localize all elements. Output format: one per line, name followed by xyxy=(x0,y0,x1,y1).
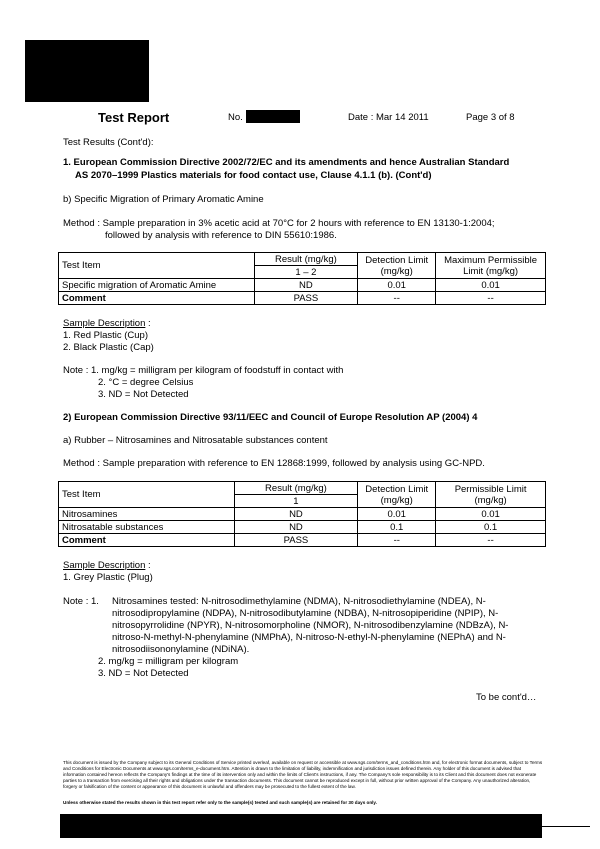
section2-method: Method : Sample preparation with reference to EN 12868:1999, followed by analysis using GC-NPD. xyxy=(63,458,485,469)
comment-dl: -- xyxy=(358,534,436,547)
comment-result: PASS xyxy=(234,534,358,547)
section1-note-3: 3. ND = Not Detected xyxy=(98,389,189,400)
section2-note1-line2: nitrosodipropylamine (NDPA), N-nitrosodibutylamine (NDBA), N-nitrosopiperidine (NPIP), N- xyxy=(112,608,499,619)
section2-results-table xyxy=(58,481,546,547)
section1-method-line2: followed by analysis with reference to DIN 55610:1986. xyxy=(105,230,337,241)
section1-heading-line2: AS 2070–1999 Plastics materials for food contact use, Clause 4.1.1 (b). (Cont'd) xyxy=(75,170,432,181)
section2-note-3: 3. ND = Not Detected xyxy=(98,668,189,679)
row-detection-limit: 0.01 xyxy=(358,508,436,521)
comment-pl: -- xyxy=(436,534,546,547)
section1-note-1: Note : 1. mg/kg = milligram per kilogram of foodstuff in contact with xyxy=(63,365,344,376)
comment-result: PASS xyxy=(254,292,358,305)
comment-label: Comment xyxy=(59,292,255,305)
row-item: Nitrosamines xyxy=(59,508,235,521)
redacted-logo xyxy=(25,40,149,102)
section2-sample-description-title: Sample Description : xyxy=(63,560,151,571)
section1-subheading: b) Specific Migration of Primary Aromatic Amine xyxy=(63,194,264,205)
table-row xyxy=(59,508,546,521)
header-sample-range: 1 – 2 xyxy=(254,266,358,279)
redacted-report-number xyxy=(246,110,300,123)
comment-dl: -- xyxy=(358,292,436,305)
section2-note1-line4: nitroso-N-methyl-N-phenylamine (NMPhA), N-nitroso-N-ethyl-N-phenylamine (NEPhA) and N- xyxy=(112,632,506,643)
row-result: ND xyxy=(234,508,358,521)
section2-note1-line5: nitrosodiisononylamine (NDiNA). xyxy=(112,644,250,655)
section1-sample-description-title: Sample Description : xyxy=(63,318,151,329)
comment-label: Comment xyxy=(59,534,235,547)
section1-sample-1: 1. Red Plastic (Cup) xyxy=(63,330,149,341)
intro-text: Test Results (Cont'd): xyxy=(63,137,154,148)
row-detection-limit: 0.1 xyxy=(358,521,436,534)
footer-disclaimer: This document is issued by the Company subject to its General Conditions of Service printed overleaf, available on request or accessible at www.sgs.com/terms_and_conditions.htm and, for electronic format documents, subject to Terms and Conditions for Electronic Documents at www.sgs.com/terms_e-document.htm. Attention is drawn to the limitation of liability, indemnification and jurisdiction issues defined therein. Any holder of this document is advised that information contained hereon reflects the Company's findings at the time of its intervention only and within the limits of Client's instructions, if any. The Company's sole responsibility is to its Client and this document does not exonerate parties to a transaction from exercising all their rights and obligations under the transaction documents. This document cannot be reproduced except in full, without prior written approval of the Company. Any unauthorized alteration, forgery or falsification of the content or appearance of this document is unlawful and offenders may be prosecuted to the fullest extent of the law. xyxy=(63,760,543,789)
table-row xyxy=(59,279,546,292)
section2-note1-line3: nitrosopyrrolidine (NPYR), N-nitrosomorpholine (NMOR), N-nitrosodibenzylamine (NDBzA), N- xyxy=(112,620,509,631)
header-test-item: Test Item xyxy=(59,253,255,279)
row-permissible-limit: 0.1 xyxy=(436,521,546,534)
redacted-footer-bar xyxy=(60,814,542,838)
section2-sample-1: 1. Grey Plastic (Plug) xyxy=(63,572,153,583)
header-test-item: Test Item xyxy=(59,482,235,508)
row-permissible-limit: 0.01 xyxy=(436,508,546,521)
section2-note-label: Note : 1. xyxy=(63,596,99,607)
row-item: Specific migration of Aromatic Amine xyxy=(59,279,255,292)
report-title: Test Report xyxy=(98,110,170,125)
header-detection-limit: Detection Limit (mg/kg) xyxy=(358,482,436,508)
table-row xyxy=(59,521,546,534)
footer-retention-note: Unless otherwise stated the results shown in this test report refer only to the sample(s) tested and such sample(s) are retained for 30 days only. xyxy=(63,800,377,805)
section1-sample-2: 2. Black Plastic (Cap) xyxy=(63,342,154,353)
row-max-limit: 0.01 xyxy=(436,279,546,292)
header-sample-number: 1 xyxy=(234,495,358,508)
section1-heading-line1: 1. European Commission Directive 2002/72/EC and its amendments and hence Australian Standard xyxy=(63,157,510,168)
section1-results-table xyxy=(58,252,546,305)
row-item: Nitrosatable substances xyxy=(59,521,235,534)
header-detection-limit: Detection Limit (mg/kg) xyxy=(358,253,436,279)
report-date: Date : Mar 14 2011 xyxy=(348,112,429,123)
header-permissible-limit: Permissible Limit (mg/kg) xyxy=(436,482,546,508)
section1-method-line1: Method : Sample preparation in 3% acetic acid at 70°C for 2 hours with reference to EN 13130-1:2004; xyxy=(63,218,495,229)
section2-heading: 2) European Commission Directive 93/11/EEC and Council of Europe Resolution AP (2004) 4 xyxy=(63,412,478,423)
comment-row xyxy=(59,534,546,547)
section2-subheading: a) Rubber – Nitrosamines and Nitrosatable substances content xyxy=(63,435,328,446)
comment-row xyxy=(59,292,546,305)
row-result: ND xyxy=(234,521,358,534)
header-result: Result (mg/kg) xyxy=(234,482,358,495)
continued-text: To be cont'd… xyxy=(476,692,537,703)
comment-mpl: -- xyxy=(436,292,546,305)
header-max-permissible-limit: Maximum Permissible Limit (mg/kg) xyxy=(436,253,546,279)
report-number-label: No. xyxy=(228,112,243,123)
footer-rule xyxy=(542,826,590,827)
row-result: ND xyxy=(254,279,358,292)
page-number: Page 3 of 8 xyxy=(466,112,515,123)
row-detection-limit: 0.01 xyxy=(358,279,436,292)
section2-note1-line1: Nitrosamines tested: N-nitrosodimethylamine (NDMA), N-nitrosodiethylamine (NDEA), N- xyxy=(112,596,486,607)
section1-note-2: 2. °C = degree Celsius xyxy=(98,377,194,388)
section2-note-2: 2. mg/kg = milligram per kilogram xyxy=(98,656,239,667)
header-result: Result (mg/kg) xyxy=(254,253,358,266)
